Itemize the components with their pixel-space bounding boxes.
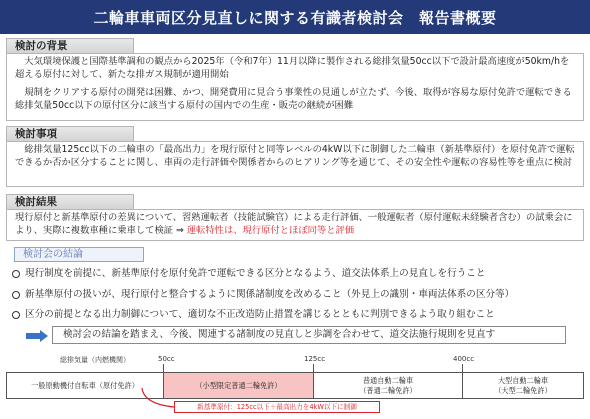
bullet-item <box>12 268 486 280</box>
items-text: 総排気量125cc以下の二輪車の「最高出力」を現行原付と同等レベルの4kW以下に制御した二輪車（新基準原付）を原付免許で運転できるか否か区分することに関し、車両の走行評価や関係者からのヒアリング等を通じて、その安全性や運転の容易性等を重点に検討 <box>15 144 575 168</box>
tick-label-50cc: 50cc <box>158 355 175 363</box>
bullet-item <box>12 309 495 321</box>
arrow-right-head-icon <box>40 330 48 342</box>
background-para-2: 規制をクリアする原付の開発は困難、かつ、開発費用に見合う事業性の見通しが立たず、今後、取得が容易な原付免許で運転できる総排気量50cc以下の原付区分に該当する原付の国内での生産・販売の継続が困難 <box>15 87 572 111</box>
circle-bullet-icon <box>12 270 20 278</box>
tick-label-400cc: 400cc <box>453 355 475 363</box>
circle-bullet-icon <box>12 311 20 319</box>
cell-sublabel: （大型二輪免許） <box>494 385 552 395</box>
cell-label: 大型自動二輪車 <box>497 376 549 385</box>
tick-label-125cc: 125cc <box>304 355 326 363</box>
tick-mark <box>462 364 463 372</box>
circle-bullet-icon <box>12 291 20 299</box>
section-items <box>6 141 584 187</box>
cell-standard-motorcycle <box>314 373 463 398</box>
section-heading-background: 検討の背景 <box>6 38 134 53</box>
section-heading-items: 検討事項 <box>6 126 134 141</box>
section-background <box>6 53 584 121</box>
tick-mark <box>163 364 164 372</box>
arrow-right-icon <box>26 333 40 339</box>
results-text <box>15 212 575 237</box>
axis-title: 総排気量（内燃機関） <box>60 356 130 364</box>
bullet-text: 区分の前提となる出力制御について、適切な不正改造防止措置を講じるとともに判別できるよう取り組むこと <box>25 309 495 320</box>
results-body: 現行原付と新基準原付の差異について、習熟運転者（技能試験官）による走行評価、一般運転者（原付運転未経験者含む）の試乗会により、実際に複数車種に乗車して検証 ⇒ <box>15 212 573 236</box>
conclusion-subheading: 検討会の結論 <box>14 247 144 262</box>
background-para-1: 大気環境保護と国際基準調和の観点から2025年（令和7年）11月以降に製作される総排気量50cc以下で設計最高速度が50km/hを超える原付に対して、新たな排ガス規制が適用開始 <box>15 56 570 80</box>
bullet-text: 現行制度を前提に、新基準原付を原付免許で運転できる区分となるよう、道交法体系上の見直しを行うこと <box>25 268 486 279</box>
vehicle-class-diagram <box>6 372 584 399</box>
bracket-curve-icon <box>130 386 180 410</box>
cell-label: 一般原動機付自転車（原付免許） <box>31 380 139 390</box>
results-highlight: 運転特性は、現行原付とほぼ同等と評価 <box>186 224 355 236</box>
cell-label: （小型限定普通二輪免許） <box>195 380 282 390</box>
conclusion-box: 検討会の結論を踏まえ、今後、関連する諸制度の見直しと歩調を合わせて、道交法施行規則を見直す <box>52 326 566 344</box>
section-heading-results: 検討結果 <box>6 194 134 209</box>
cell-label: 普通自動二輪車 <box>362 376 414 385</box>
new-standard-note: 新基準原付：125cc以下＋最高出力を4kW以下に制御 <box>174 401 380 413</box>
cell-large-motorcycle <box>463 373 583 398</box>
bullet-item <box>12 289 514 301</box>
tick-mark <box>313 364 314 372</box>
cell-sublabel: （普通二輪免許） <box>359 385 417 395</box>
page-title: 二輪車車両区分見直しに関する有識者検討会 報告書概要 <box>0 0 590 34</box>
section-results <box>6 209 584 241</box>
cell-small-motorcycle <box>164 373 314 398</box>
bullet-text: 新基準原付の扱いが、現行原付と整合するように関係諸制度を改めること（外見上の識別・車両法体系の区分等） <box>25 289 515 300</box>
